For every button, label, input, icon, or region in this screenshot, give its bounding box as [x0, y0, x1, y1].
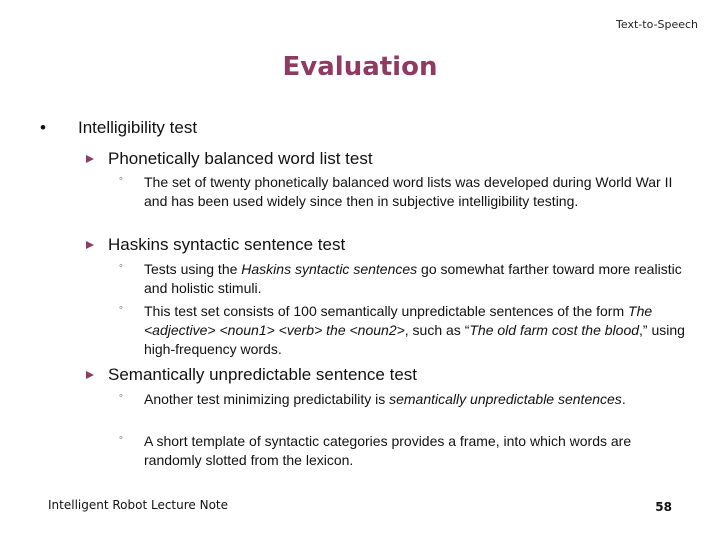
bullet-marker: • — [40, 118, 46, 137]
slide-title: Evaluation — [282, 52, 438, 82]
triangle-bullet-icon — [86, 241, 94, 249]
subbullet-label: Haskins syntactic sentence test — [108, 235, 346, 254]
subbullet-label: Phonetically balanced word list test — [108, 149, 373, 168]
subbullet-label: Semantically unpredictable sentence test — [108, 365, 418, 384]
detail-text: Another test minimizing predictability is semantically unpredictable sentences. — [144, 391, 626, 407]
circle-bullet-icon: ◦ — [119, 390, 123, 402]
header-title: Text-to-Speech — [616, 18, 698, 31]
triangle-bullet-icon — [86, 155, 94, 163]
detail-text: This test set consists of 100 semantically unpredictable sentences of the form The <adjective> <noun1> <verb> the <noun2>, such as “The old farm cost the blood,” using high-frequency words. — [144, 303, 685, 357]
circle-bullet-icon: ◦ — [119, 432, 123, 444]
detail-text: A short template of syntactic categories provides a frame, into which words are randomly slotted from the lexicon. — [144, 433, 632, 468]
circle-bullet-icon: ◦ — [119, 173, 123, 185]
circle-bullet-icon: ◦ — [119, 302, 123, 314]
page-number: 58 — [655, 500, 672, 514]
circle-bullet-icon: ◦ — [119, 260, 123, 272]
detail-text: The set of twenty phonetically balanced word lists was developed during World War II and has been used widely since then in subjective intelligibility testing. — [144, 174, 673, 209]
triangle-bullet-icon — [86, 371, 94, 379]
bullet-label: Intelligibility test — [78, 118, 198, 137]
detail-text: Tests using the Haskins syntactic sentences go somewhat farther toward more realistic and holistic stimuli. — [144, 261, 682, 296]
footer-course-title: Intelligent Robot Lecture Note — [48, 498, 229, 512]
